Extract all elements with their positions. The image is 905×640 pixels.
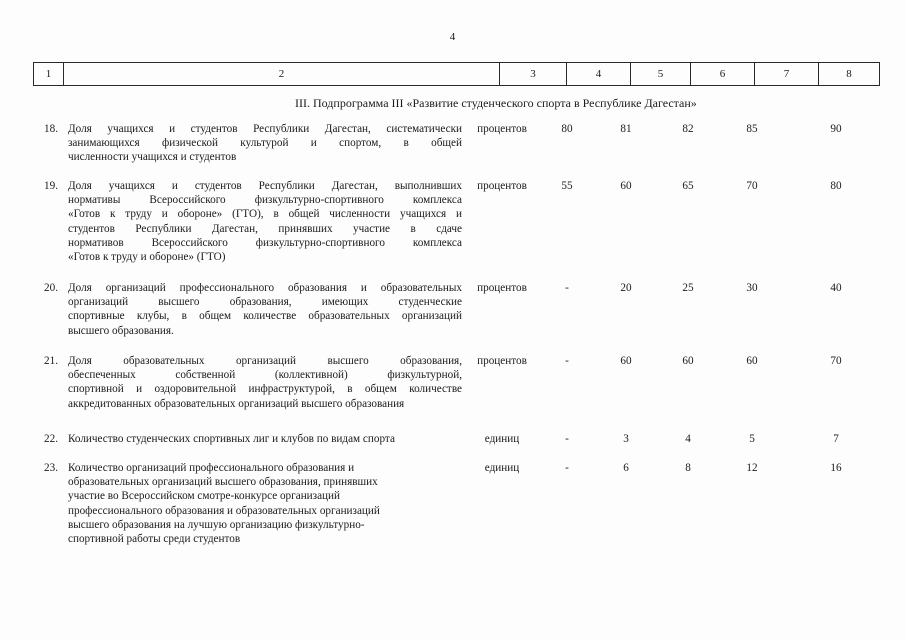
row-value: 60 xyxy=(620,355,632,367)
header-cell: 1 xyxy=(34,63,64,86)
description-line: студентов Республики Дагестан, принявших участие в сдаче xyxy=(68,222,462,235)
row-value: 80 xyxy=(830,180,842,192)
description-line: профессионального образования и образовательных организаций xyxy=(68,504,380,517)
description-line: Количество студенческих спортивных лиг и клубов по видам спорта xyxy=(68,433,395,445)
header-cell: 8 xyxy=(819,63,880,86)
description-line: Доля учащихся и студентов Республики Дагестан, систематически xyxy=(68,123,462,135)
description-line: численности учащихся и студентов xyxy=(68,151,237,164)
row-value: 70 xyxy=(746,180,758,192)
row-unit: процентов xyxy=(477,123,527,135)
description-line: Доля учащихся и студентов Республики Дагестан, выполнивших xyxy=(68,180,462,192)
header-cell: 7 xyxy=(755,63,819,86)
row-number: 18. xyxy=(44,123,58,135)
row-value: 20 xyxy=(620,282,632,294)
description-line: нормативы Всероссийского физкультурно-спортивного комплекса xyxy=(68,194,462,207)
row-value: 81 xyxy=(620,123,632,135)
description-line: занимающихся физической культурой и спортом, в общей xyxy=(68,137,462,150)
description-line: «Готов к труду и обороне» (ГТО), в общей численности учащихся и xyxy=(68,208,462,221)
section-title: III. Подпрограмма III «Развитие студенческого спорта в Республике Дагестан» xyxy=(295,96,697,110)
row-value: - xyxy=(565,462,569,474)
row-number: 23. xyxy=(44,462,58,474)
description-line: спортивные клубы, в общем количестве образовательных организаций xyxy=(68,310,462,323)
description-line: организаций высшего образования, имеющих студенческие xyxy=(68,296,462,309)
row-value: - xyxy=(565,282,569,294)
description-line: спортивной работы среди студентов xyxy=(68,533,241,546)
header-cell: 4 xyxy=(567,63,631,86)
row-value: 90 xyxy=(830,123,842,135)
header-cell: 3 xyxy=(500,63,567,86)
row-value: 60 xyxy=(746,355,758,367)
header-cell: 2 xyxy=(64,63,500,86)
row-number: 20. xyxy=(44,282,58,294)
row-value: 4 xyxy=(685,433,691,445)
description-line: аккредитованных образовательных организаций высшего образования xyxy=(68,397,405,410)
row-value: 85 xyxy=(746,123,758,135)
row-value: 30 xyxy=(746,282,758,294)
row-value: 25 xyxy=(682,282,694,294)
row-unit: процентов xyxy=(477,355,527,367)
description-line: высшего образования. xyxy=(68,324,174,337)
row-value: 60 xyxy=(682,355,694,367)
row-description xyxy=(68,281,462,338)
row-number: 19. xyxy=(44,180,58,192)
row-value: 60 xyxy=(620,180,632,192)
row-value: 6 xyxy=(623,462,629,474)
row-value: 82 xyxy=(682,123,694,135)
row-value: 65 xyxy=(682,180,694,192)
row-unit: процентов xyxy=(477,282,527,294)
description-line: нормативов Всероссийского физкультурно-спортивного комплекса xyxy=(68,236,462,249)
row-value: 12 xyxy=(746,462,758,474)
description-line: «Готов к труду и обороне» (ГТО) xyxy=(68,251,226,264)
row-value: 40 xyxy=(830,282,842,294)
column-header-table xyxy=(33,62,880,86)
row-number: 21. xyxy=(44,355,58,367)
description-line: Количество организаций профессионального образования и xyxy=(68,462,355,474)
row-description xyxy=(68,122,462,165)
description-line: Доля организаций профессионального образования и образовательных xyxy=(68,282,462,294)
row-unit: единиц xyxy=(484,462,520,474)
row-value: 16 xyxy=(830,462,842,474)
description-line: Доля образовательных организаций высшего образования, xyxy=(68,355,462,367)
row-value: - xyxy=(565,433,569,445)
row-value: 7 xyxy=(833,433,839,445)
header-row xyxy=(34,63,880,86)
row-value: 8 xyxy=(685,462,691,474)
row-description xyxy=(68,179,462,264)
header-cell: 5 xyxy=(631,63,691,86)
row-value: 55 xyxy=(561,180,573,192)
description-line: обеспеченных собственной (коллективной) физкультурной, xyxy=(68,369,462,382)
row-value: 80 xyxy=(561,123,573,135)
description-line: участие во Всероссийском смотре-конкурсе организаций xyxy=(68,490,341,503)
description-line: высшего образования на лучшую организацию физкультурно- xyxy=(68,518,365,531)
row-unit: процентов xyxy=(477,180,527,192)
description-line: спортивной и оздоровительной инфраструктурой, в общем количестве xyxy=(68,383,462,396)
row-value: 5 xyxy=(749,433,755,445)
row-number: 22. xyxy=(44,433,58,445)
row-unit: единиц xyxy=(484,433,520,445)
description-line: образовательных организаций высшего образования, принявших xyxy=(68,476,378,489)
row-description xyxy=(68,354,462,411)
row-description xyxy=(68,461,462,546)
header-cell: 6 xyxy=(691,63,755,86)
page-number: 4 xyxy=(449,31,456,43)
row-value: 70 xyxy=(830,355,842,367)
row-value: - xyxy=(565,355,569,367)
row-description xyxy=(68,432,462,446)
row-value: 3 xyxy=(623,433,629,445)
